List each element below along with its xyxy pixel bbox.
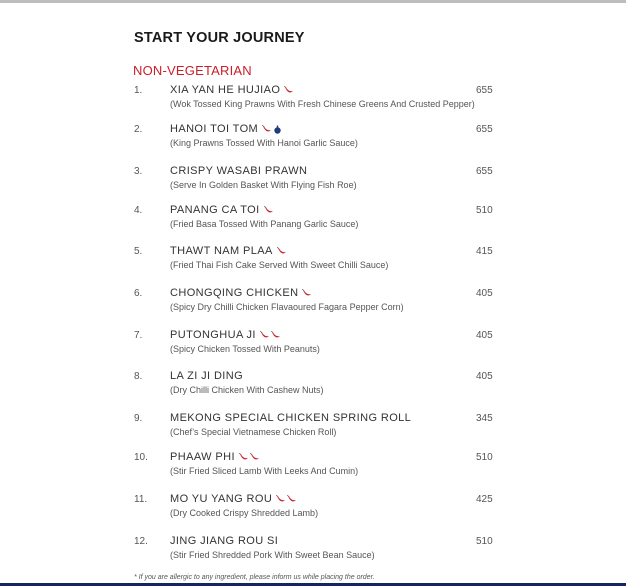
item-icons [262,123,283,135]
item-number: 7. [134,330,143,341]
item-price: 510 [476,205,493,216]
item-description: (Fried Thai Fish Cake Served With Sweet Chilli Sauce) [170,260,389,270]
item-description: (Spicy Dry Chilli Chicken Flavaoured Fagara Pepper Corn) [170,302,404,312]
item-name-text: PHAAW PHI [170,451,235,463]
item-description: (Wok Tossed King Prawns With Fresh Chinese Greens And Crusted Pepper) [170,99,475,109]
item-name [170,370,243,382]
menu-item [0,205,626,239]
item-name [170,123,283,135]
item-price: 425 [476,494,493,505]
item-number: 8. [134,371,143,382]
item-price: 655 [476,85,493,96]
item-description: (Stir Fried Shredded Pork With Sweet Bean Sauce) [170,550,375,560]
item-number: 3. [134,166,143,177]
chilli-icon [250,451,261,463]
item-price: 345 [476,413,493,424]
item-icons [276,493,298,505]
item-description: (Dry Chilli Chicken With Cashew Nuts) [170,385,324,395]
menu-item [0,452,626,486]
chilli-icon [287,493,298,505]
top-border [0,0,626,3]
menu-item [0,246,626,280]
item-name [170,329,282,341]
item-icons [302,287,313,299]
item-name [170,84,295,96]
chilli-icon [264,204,275,216]
item-name-text: MO YU YANG ROU [170,493,273,505]
menu-item [0,85,626,119]
chef-special-icon [273,123,283,135]
item-price: 405 [476,371,493,382]
item-price: 655 [476,166,493,177]
page-title: START YOUR JOURNEY [134,30,305,46]
item-name-text: HANOI TOI TOM [170,123,259,135]
item-number: 6. [134,288,143,299]
item-price: 405 [476,330,493,341]
item-name-text: THAWT NAM PLAA [170,245,273,257]
item-description: (Dry Cooked Crispy Shredded Lamb) [170,508,319,518]
item-name-text: PUTONGHUA JI [170,329,256,341]
item-number: 1. [134,85,143,96]
item-name [170,204,275,216]
item-icons [264,204,275,216]
item-description: (Spicy Chicken Tossed With Peanuts) [170,344,320,354]
item-icons [277,245,288,257]
item-description: (Fried Basa Tossed With Panang Garlic Sauce) [170,219,359,229]
item-number: 11. [134,494,148,505]
item-number: 12. [134,536,148,547]
menu-item [0,371,626,405]
item-name-text: XIA YAN HE HUJIAO [170,84,281,96]
item-number: 9. [134,413,143,424]
chilli-icon [302,287,313,299]
chilli-icon [276,493,287,505]
item-name [170,245,288,257]
item-name-text: PANANG CA TOI [170,204,260,216]
item-name [170,287,313,299]
item-number: 2. [134,124,143,135]
menu-item [0,494,626,528]
chilli-icon [284,84,295,96]
item-price: 415 [476,246,493,257]
item-name [170,165,307,177]
item-number: 4. [134,205,143,216]
item-name [170,493,298,505]
item-icons [239,451,261,463]
menu-item [0,166,626,200]
section-title: NON-VEGETARIAN [133,63,252,78]
menu-item [0,413,626,447]
chilli-icon [277,245,288,257]
chilli-icon [271,329,282,341]
item-name [170,451,261,463]
item-name [170,535,278,547]
item-name-text: JING JIANG ROU SI [170,535,279,547]
item-description: (Serve In Golden Basket With Flying Fish Roe) [170,180,357,190]
allergy-footnote: * If you are allergic to any ingredient, please inform us while placing the order. [134,574,375,581]
menu-item [0,288,626,322]
chilli-icon [262,123,273,135]
menu-item [0,536,626,570]
item-description: (Stir Fried Sliced Lamb With Leeks And Cumin) [170,466,359,476]
item-number: 10. [134,452,148,463]
item-number: 5. [134,246,143,257]
chilli-icon [239,451,250,463]
item-name-text: CHONGQING CHICKEN [170,287,299,299]
item-description: (King Prawns Tossed With Hanoi Garlic Sauce) [170,138,358,148]
item-icons [260,329,282,341]
item-name [170,412,411,424]
item-price: 510 [476,452,493,463]
item-price: 405 [476,288,493,299]
item-price: 655 [476,124,493,135]
menu-item [0,124,626,158]
item-name-text: LA ZI JI DING [170,370,244,382]
item-name-text: CRISPY WASABI PRAWN [170,165,308,177]
item-icons [284,84,295,96]
chilli-icon [260,329,271,341]
item-price: 510 [476,536,493,547]
item-description: (Chef’s Special Vietnamese Chicken Roll) [170,427,337,437]
item-name-text: MEKONG SPECIAL CHICKEN SPRING ROLL [170,412,412,424]
menu-item [0,330,626,364]
